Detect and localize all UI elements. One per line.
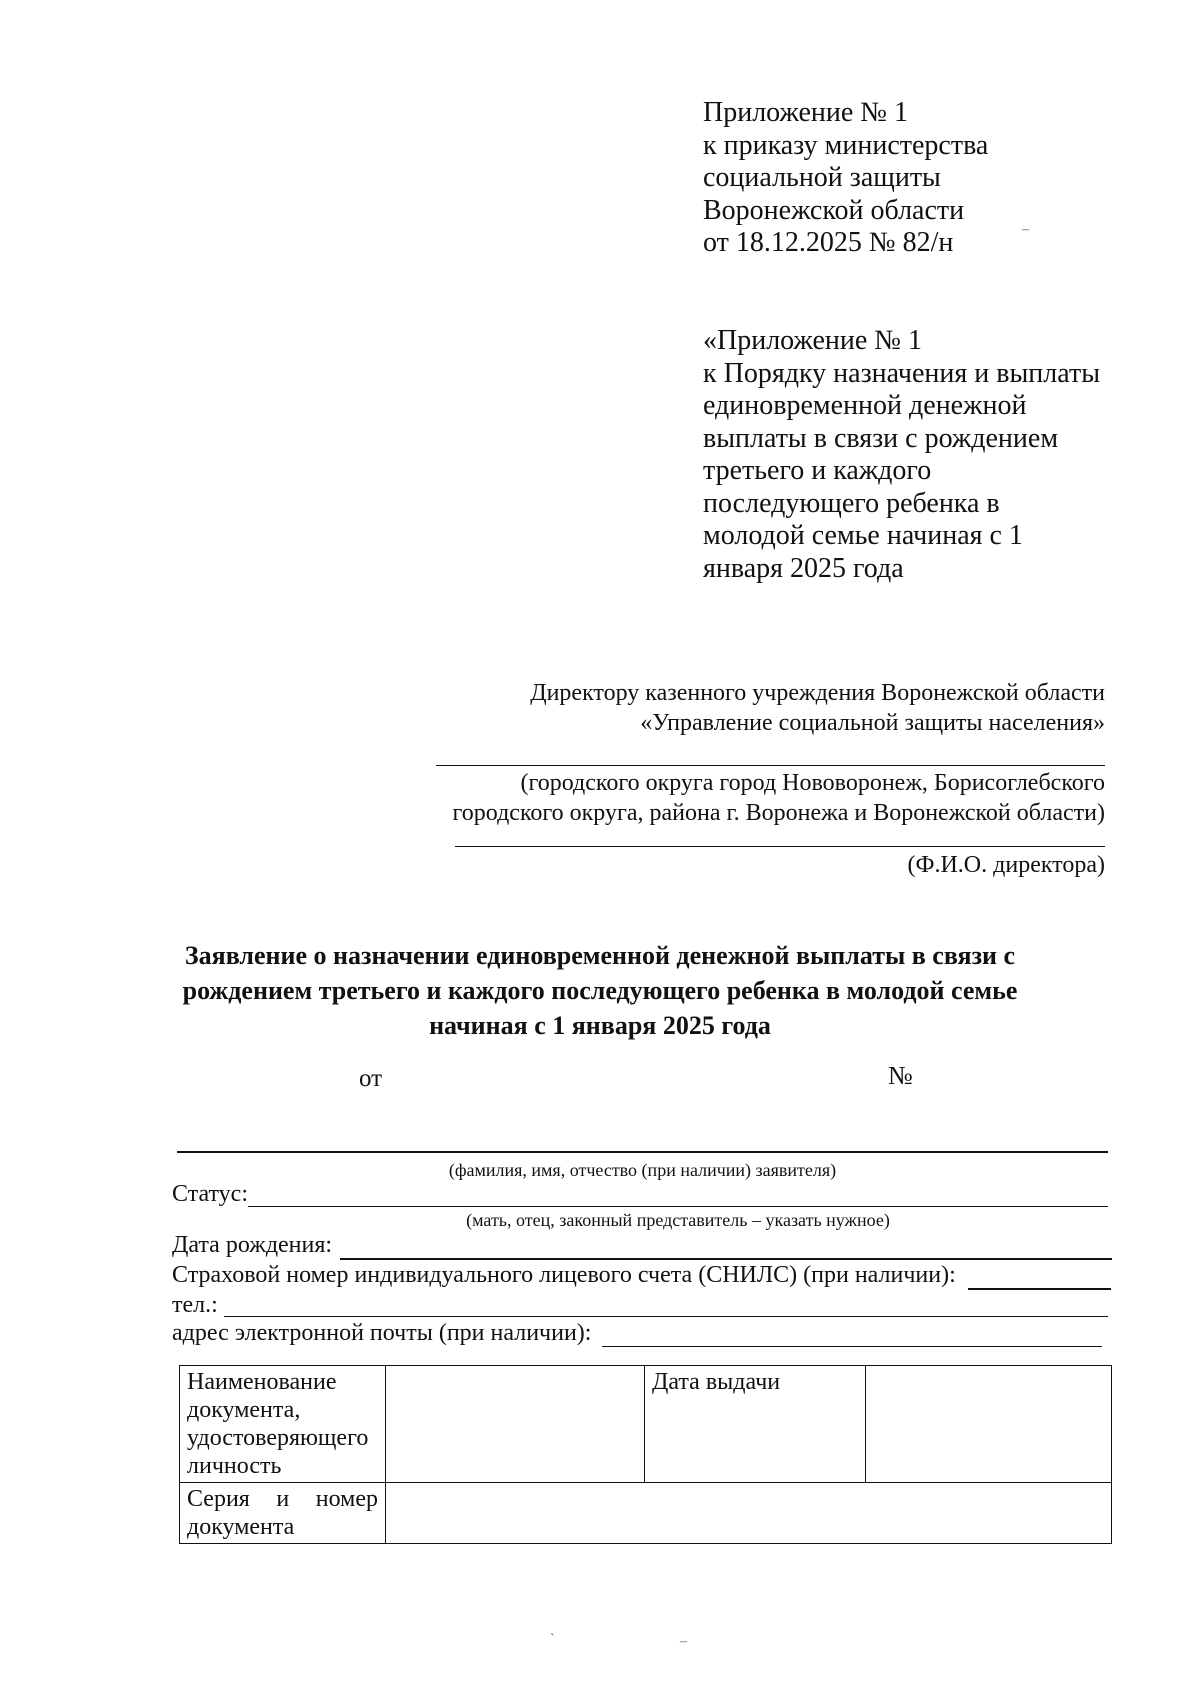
birth-date-line[interactable] [340,1258,1112,1260]
scan-speck: – [680,1634,687,1649]
series-label-word: и [276,1486,290,1512]
form-title-line-2: рождением третьего и каждого последующего ребенка в молодой семье [182,976,1018,1005]
email-label: адрес электронной почты (при наличии): [172,1320,592,1346]
snils-label: Страховой номер индивидуального лицевого счета (СНИЛС) (при наличии): [172,1262,956,1288]
status-line[interactable] [248,1206,1108,1207]
form-title [150,938,1050,1043]
order-appendix-note [703,97,988,260]
procedure-appendix-line: января 2025 года [703,552,904,584]
district-hint-line-1: (городского округа город Нововоронеж, Борисоглебского [520,770,1105,796]
addressee-line-1: Директору казенного учреждения Воронежской области [530,680,1105,706]
procedure-appendix-line: последующего ребенка в [703,487,1000,519]
doc-name-label-cell [180,1366,386,1483]
phone-label: тел.: [172,1292,218,1318]
date-label: от [359,1065,383,1092]
doc-name-label: Наименование [187,1369,337,1395]
birth-date-label: Дата рождения: [172,1232,333,1258]
issue-date-value-cell[interactable] [866,1366,1112,1483]
series-label-line-1 [187,1485,378,1513]
applicant-name-line[interactable] [177,1151,1108,1153]
appendix-ministry: социальной защиты [703,162,941,193]
district-hint [453,768,1105,828]
table-row [180,1483,1112,1544]
addressee-block [530,678,1105,738]
district-blank-line[interactable] [436,765,1105,766]
status-hint: (мать, отец, законный представитель – указать нужное) [466,1210,890,1230]
appendix-region: Воронежской области [703,194,965,226]
issue-date-label-cell [645,1366,866,1483]
number-label: № [888,1061,913,1090]
appendix-order-date: от 18.12.2025 № 82/н [703,227,954,258]
director-name-blank-line[interactable] [455,846,1105,847]
district-hint-line-2: городского округа, района г. Воронежа и Воронежской области) [452,800,1105,826]
scan-speck: ` [550,1632,555,1647]
phone-line[interactable] [224,1316,1108,1317]
procedure-appendix-note [703,325,1100,585]
appendix-number: Приложение № 1 [703,97,908,128]
issue-date-label: Дата выдачи [652,1369,781,1395]
table-row [180,1366,1112,1483]
appendix-order-ref: к приказу министерства [703,129,989,161]
doc-name-label: личность [187,1453,282,1479]
procedure-appendix-line: третьего и каждого [703,455,932,486]
scan-speck: – [1022,222,1029,237]
addressee-line-2: «Управление социальной защиты населения» [640,710,1105,736]
identity-document-table [179,1365,1112,1544]
procedure-appendix-line: молодой семье начиная с 1 [703,520,1023,551]
doc-name-label: документа, [187,1397,301,1423]
form-title-line-1: Заявление о назначении единовременной денежной выплаты в связи с [184,941,1016,970]
procedure-appendix-line: к Порядку назначения и выплаты [703,357,1101,389]
series-label-word: Серия [187,1486,250,1512]
email-line[interactable] [602,1346,1102,1347]
procedure-appendix-line: единовременной денежной [703,390,1027,421]
series-value-cell[interactable] [386,1483,1112,1544]
procedure-appendix-line: «Приложение № 1 [703,325,922,356]
doc-name-label: удостоверяющего [187,1425,369,1451]
procedure-appendix-line: выплаты в связи с рождением [703,422,1059,454]
snils-line[interactable] [968,1288,1111,1290]
status-label: Статус: [172,1181,248,1207]
director-hint: (Ф.И.О. директора) [907,852,1105,878]
applicant-name-hint: (фамилия, имя, отчество (при наличии) заявителя) [448,1160,837,1180]
series-label-cell [180,1483,386,1544]
series-label-word: номер [315,1486,378,1512]
doc-name-value-cell[interactable] [386,1366,645,1483]
form-title-line-3: начиная с 1 января 2025 года [429,1011,771,1040]
series-label-line-2: документа [187,1514,295,1540]
